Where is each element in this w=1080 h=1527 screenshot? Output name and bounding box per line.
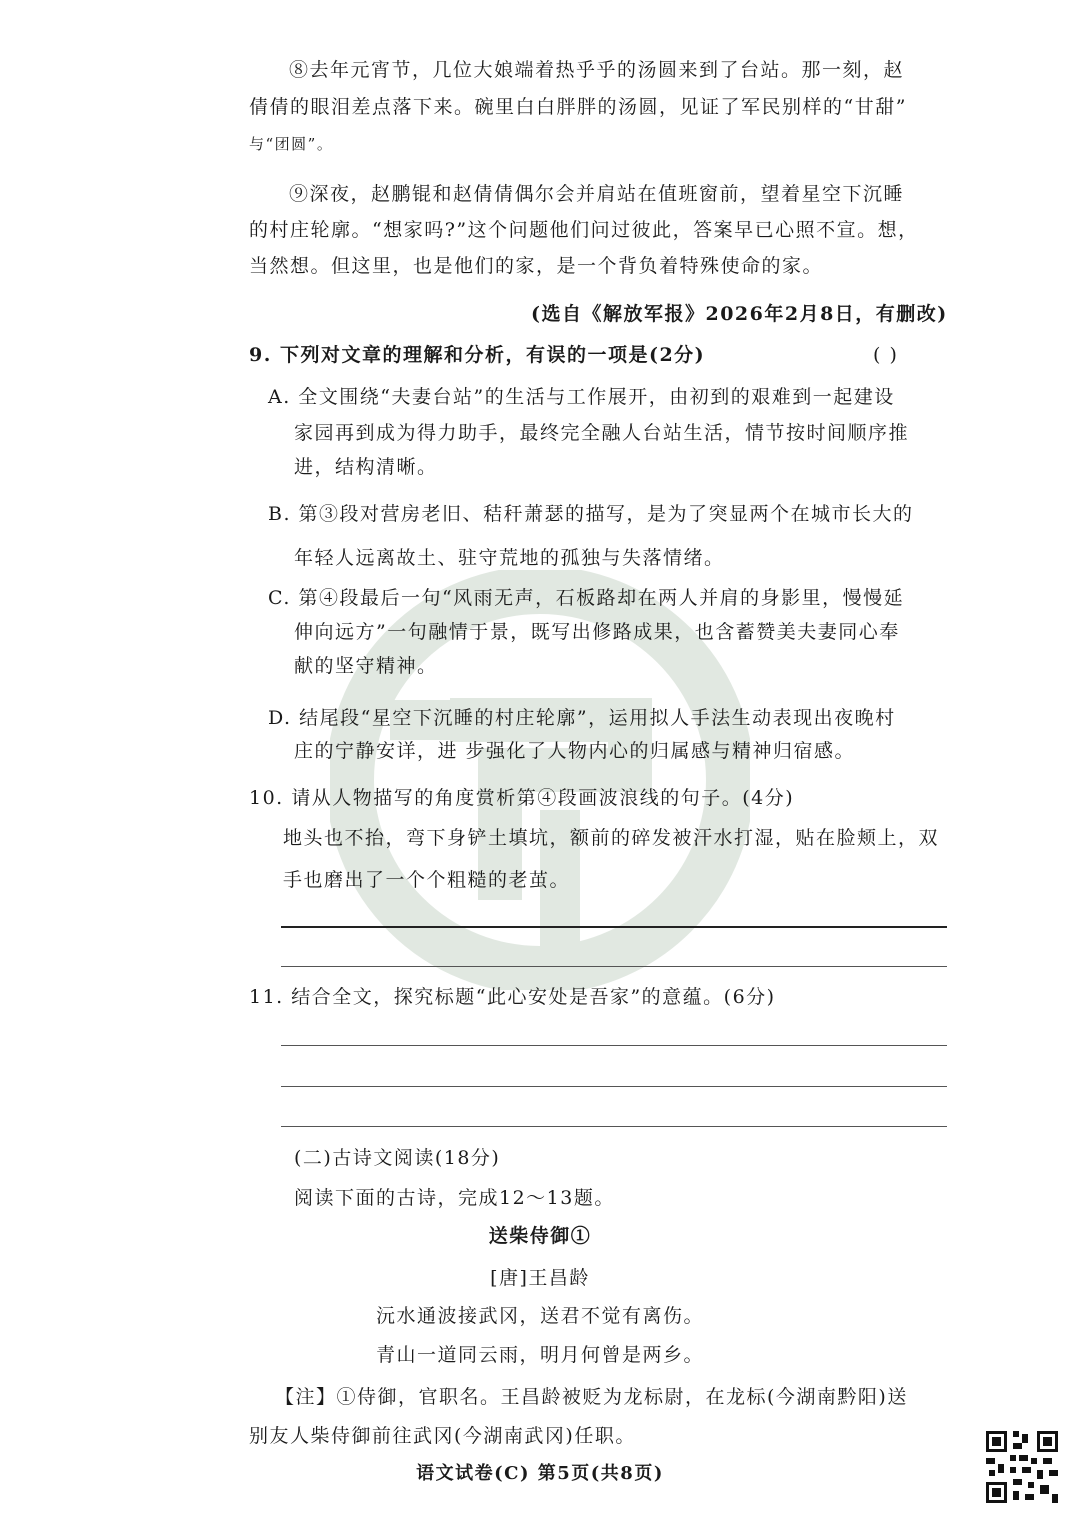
q9-option-b-line-2: 年轻人远离故土、驻守荒地的孤独与失落情绪。 bbox=[294, 547, 725, 569]
p9-line-3: 当然想。但这里，也是他们的家，是一个背负着特殊使命的家。 bbox=[249, 255, 824, 277]
section-2-instruction: 阅读下面的古诗，完成12～13题。 bbox=[294, 1187, 615, 1209]
page-footer: 语文试卷(C) 第5页(共8页) bbox=[416, 1463, 664, 1484]
p9-line-2: 的村庄轮廓。“想家吗?”这个问题他们问过彼此，答案早已心照不宣。想， bbox=[249, 219, 919, 241]
p8-line-2: 倩倩的眼泪差点落下来。碗里白白胖胖的汤圆，见证了军民别样的“甘甜” bbox=[249, 96, 907, 118]
q9-option-c-line-2: 伸向远方”一句融情于景，既写出修路成果，也含蓄赞美夫妻同心奉 bbox=[294, 621, 900, 643]
p8-line-3: 与“团圆”。 bbox=[249, 135, 334, 153]
poem-line-2: 青山一道同云雨，明月何曾是两乡。 bbox=[375, 1344, 704, 1366]
q11-stem: 11. 结合全文，探究标题“此心安处是吾家”的意蕴。(6分) bbox=[249, 986, 776, 1008]
poem-title: 送柴侍御① bbox=[488, 1225, 592, 1247]
poem-note-line-1: 【注】①侍御，官职名。王昌龄被贬为龙标尉，在龙标(今湖南黔阳)送 bbox=[275, 1386, 908, 1408]
qr-code-icon bbox=[983, 1428, 1061, 1506]
q11-answer-line-2[interactable] bbox=[281, 1086, 947, 1087]
p8-line-1: ⑧去年元宵节，几位大娘端着热乎乎的汤圆来到了台站。那一刻，赵 bbox=[289, 59, 905, 81]
q9-stem: 9. 下列对文章的理解和分析，有误的一项是(2分) bbox=[249, 344, 706, 366]
p9-line-1: ⑨深夜，赵鹏锟和赵倩倩偶尔会并肩站在值班窗前，望着星空下沉睡 bbox=[289, 183, 905, 205]
q11-answer-line-3[interactable] bbox=[281, 1126, 947, 1127]
poem-note-line-2: 别友人柴侍御前往武冈(今湖南武冈)任职。 bbox=[249, 1425, 636, 1447]
q10-quote-line-2: 手也磨出了一个个粗糙的老茧。 bbox=[283, 869, 571, 891]
q11-answer-line-1[interactable] bbox=[281, 1045, 947, 1046]
q9-option-a-line-3: 进，结构清晰。 bbox=[294, 456, 438, 478]
source-citation: (选自《解放军报》2026年2月8日，有删改) bbox=[531, 303, 948, 325]
q9-answer-bracket[interactable]: ( ) bbox=[873, 344, 899, 366]
q10-answer-line-1[interactable] bbox=[281, 926, 947, 928]
q10-answer-line-2[interactable] bbox=[281, 966, 947, 967]
poem-line-1: 沅水通波接武冈，送君不觉有离伤。 bbox=[375, 1305, 704, 1327]
q9-option-b-line-1: B. 第③段对营房老旧、秸秆萧瑟的描写，是为了突显两个在城市长大的 bbox=[268, 503, 914, 525]
section-2-heading: (二)古诗文阅读(18分) bbox=[294, 1147, 501, 1169]
q10-quote-line-1: 地头也不抬，弯下身铲土填坑，额前的碎发被汗水打湿，贴在脸颊上，双 bbox=[283, 827, 940, 849]
q9-option-c-line-3: 献的坚守精神。 bbox=[294, 655, 438, 677]
q9-option-d-line-1: D. 结尾段“星空下沉睡的村庄轮廓”，运用拟人手法生动表现出夜晚村 bbox=[268, 707, 896, 729]
q9-option-a-line-1: A. 全文围绕“夫妻台站”的生活与工作展开，由初到的艰难到一起建设 bbox=[268, 386, 895, 408]
q10-stem: 10. 请从人物描写的角度赏析第④段画波浪线的句子。(4分) bbox=[249, 787, 795, 809]
q9-option-c-line-1: C. 第④段最后一句“风雨无声，石板路却在两人并肩的身影里，慢慢延 bbox=[268, 587, 905, 609]
q9-option-d-line-2: 庄的宁静安详，进 步强化了人物内心的归属感与精神归宿感。 bbox=[294, 740, 856, 762]
poem-author: [唐]王昌龄 bbox=[490, 1267, 590, 1289]
q9-option-a-line-2: 家园再到成为得力助手，最终完全融人台站生活，情节按时间顺序推 bbox=[294, 422, 910, 444]
